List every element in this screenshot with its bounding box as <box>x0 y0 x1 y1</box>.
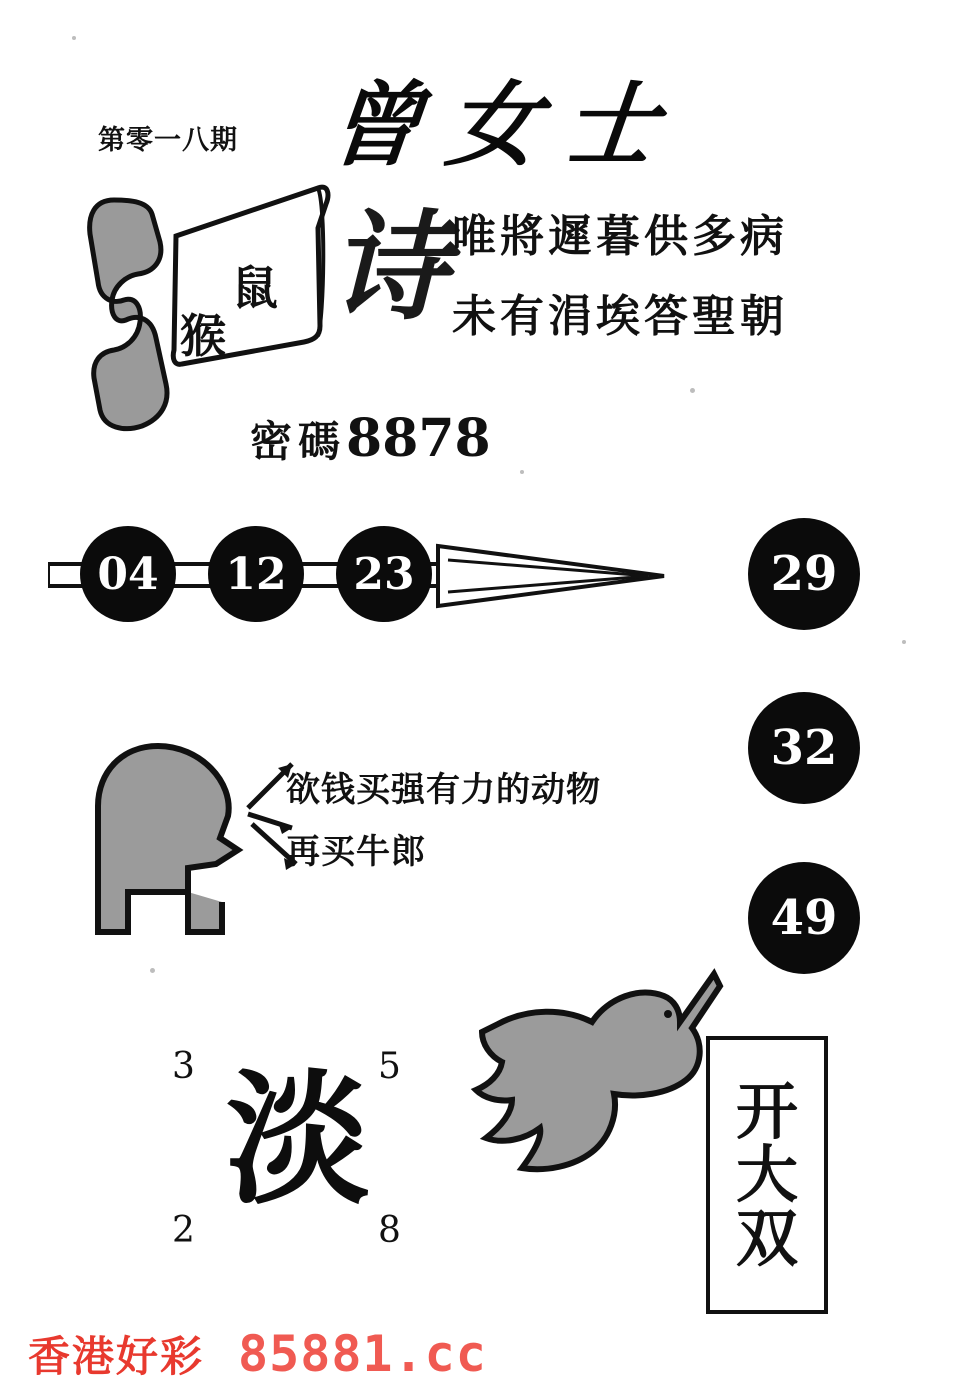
footer-brand: 香港好彩 <box>28 1332 205 1381</box>
poem-line-2: 未有涓埃答聖朝 <box>452 291 788 342</box>
password-label: 密碼 <box>250 417 347 466</box>
footer <box>0 1320 961 1388</box>
issue-label: 第零一八期 <box>98 125 238 156</box>
poem-word: 诗 <box>330 197 449 336</box>
number-ball: 04 <box>80 526 176 622</box>
speckle <box>690 388 695 393</box>
poem-block <box>452 200 892 360</box>
talking-head-icon <box>88 742 258 942</box>
phone-handset-icon <box>84 196 176 432</box>
number-ball: 49 <box>748 862 860 974</box>
number-ball: 23 <box>336 526 432 622</box>
banner-char-2: 大 <box>735 1138 798 1212</box>
number-ball: 12 <box>208 526 304 622</box>
poem-line-1: 唯將遲暮供多病 <box>452 211 788 262</box>
number-ball: 32 <box>748 692 860 804</box>
tip-line-1: 欲钱买强有力的动物 <box>286 770 601 810</box>
corner-digit-bottom-left: 2 <box>172 1210 195 1251</box>
zodiac-char-1: 鼠 <box>232 261 278 315</box>
zodiac-char-2: 猴 <box>180 309 226 363</box>
page-title: 曾女士 <box>323 71 689 179</box>
speckle <box>520 470 524 474</box>
speckle <box>72 36 76 40</box>
banner-box <box>706 1036 828 1314</box>
corner-digit-top-left: 3 <box>172 1046 195 1087</box>
corner-digit-bottom-right: 8 <box>378 1210 401 1251</box>
banner-char-3: 双 <box>735 1201 798 1275</box>
tip-line-2: 再买牛郎 <box>286 832 426 872</box>
password-value: 8878 <box>346 408 491 469</box>
banner-char-1: 开 <box>735 1075 798 1149</box>
password-row <box>250 408 491 469</box>
footer-site: 85881.cc <box>238 1325 487 1383</box>
speckle <box>150 968 155 973</box>
center-big-char: 淡 <box>225 1055 370 1224</box>
speckle <box>902 640 906 644</box>
corner-digit-top-right: 5 <box>378 1046 401 1087</box>
number-ball: 29 <box>748 518 860 630</box>
